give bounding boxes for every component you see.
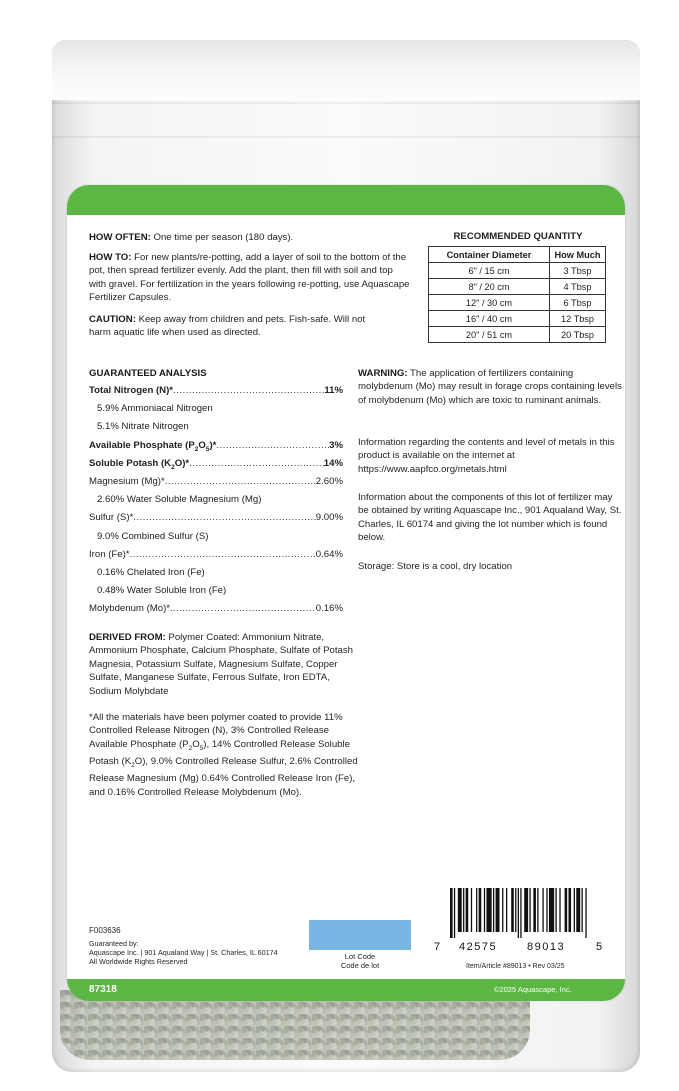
leader-dots bbox=[165, 475, 316, 493]
bag-seal bbox=[52, 40, 640, 100]
caution-text: Keep away from children and pets. Fish-safe. Will not harm aquatic life when used as directed. bbox=[89, 314, 366, 339]
nutrient-name: 2.60% Water Soluble Magnesium (Mg) bbox=[97, 494, 262, 506]
nutrient-value: 9.00% bbox=[315, 512, 343, 524]
barcode-digits-left: 42575 bbox=[459, 941, 498, 953]
barcode-bar bbox=[574, 888, 575, 932]
label-top-bar bbox=[67, 185, 625, 215]
barcode-bar bbox=[458, 888, 462, 932]
how-to-text: For new plants/re-potting, add a layer of soil to the bottom of the pot, then spread fertilizer evenly. Add the plant, then fill with soil and top with gravel. For fertilization in the years following re-potting, use Aquascape Fertilizer Capsules. bbox=[89, 252, 410, 304]
barcode-bar bbox=[506, 888, 507, 932]
table-row bbox=[429, 279, 606, 295]
how-often bbox=[89, 231, 409, 244]
leader-dots bbox=[189, 457, 324, 475]
nutrient-name: Molybdenum (Mo)*. bbox=[89, 603, 173, 615]
copyright: ©2025 Aquascape, Inc. bbox=[494, 985, 572, 994]
analysis-row bbox=[89, 439, 343, 457]
barcode-bar bbox=[511, 888, 514, 932]
lot-code-en: Lot Code bbox=[344, 952, 376, 961]
leader-dots bbox=[173, 602, 316, 620]
barcode-digit-check: 5 bbox=[596, 941, 603, 953]
analysis-row bbox=[89, 493, 343, 511]
form-code: F003636 bbox=[89, 926, 121, 935]
leader-dots bbox=[130, 548, 316, 566]
bag-crinkle bbox=[52, 136, 640, 138]
barcode-bar bbox=[568, 888, 571, 932]
nutrient-value: 14% bbox=[323, 457, 343, 469]
barcode-bar bbox=[549, 888, 554, 932]
warning-text: The application of fertilizers containing molybdenum (Mo) may result in forage crops containing levels of molybdenum (Mo) which are toxic to ruminant animals. bbox=[358, 368, 622, 406]
leader-dots bbox=[173, 384, 324, 402]
barcode-bar bbox=[476, 888, 477, 932]
barcode-bar bbox=[542, 888, 543, 932]
barcode-bar bbox=[520, 888, 521, 938]
analysis-row bbox=[89, 566, 343, 584]
barcode-bar bbox=[585, 888, 586, 938]
barcode-bar bbox=[484, 888, 485, 932]
barcode-digit-leading: 7 bbox=[434, 941, 441, 953]
nutrient-name: Iron (Fe)* bbox=[89, 548, 130, 560]
how-often-label: HOW OFTEN: bbox=[89, 232, 151, 243]
nutrient-value: 0.64% bbox=[315, 548, 343, 560]
nutrient-name: 9.0% Combined Sulfur (S) bbox=[97, 530, 209, 542]
controlled-release-footnote: *All the materials have been polymer coated to provide 11% Controlled Release Nitrogen (N), 3% Controlled Release Available Phosphate $(P_2O_5)$, 14% Controlled Release Soluble Potash $(K_2O)$, 9.0% Controlled Release Sulfur, 2.6% Controlled Release Magnesium (Mg) 0.64% Controlled Release Iron (Fe), and 0.16% Controlled Release Molybdenum (Mo). bbox=[89, 712, 358, 798]
nutrient-name: Sulfur (S)* bbox=[89, 512, 134, 524]
nutrient-value: 0.16% bbox=[315, 603, 343, 615]
guaranteed-analysis-title: GUARANTEED ANALYSIS bbox=[89, 368, 207, 379]
how-much-cell: 12 Tbsp bbox=[550, 311, 606, 327]
lot-code-box bbox=[309, 920, 411, 950]
analysis-row bbox=[89, 602, 343, 620]
barcode-bar bbox=[533, 888, 536, 932]
barcode-bar bbox=[524, 888, 528, 932]
barcode-bar bbox=[559, 888, 560, 932]
analysis-row bbox=[89, 511, 343, 529]
analysis-row bbox=[89, 384, 343, 402]
table-row bbox=[429, 311, 606, 327]
nutrient-name: Available Phosphate $(P_2O_5)*$ bbox=[89, 439, 217, 453]
company-address: Aquascape Inc. | 901 Aqualand Way | St. Charles, IL 60174 bbox=[89, 948, 278, 957]
product-label bbox=[67, 185, 625, 1001]
barcode-bar bbox=[537, 888, 538, 932]
barcode-bar bbox=[502, 888, 503, 932]
guaranteed-by: Guaranteed by: bbox=[89, 939, 139, 948]
barcode-bar bbox=[581, 888, 582, 932]
lot-code-fr: Code de lot bbox=[340, 961, 380, 970]
nutrient-name: Soluble Potash $(K_2O)*$ bbox=[89, 457, 190, 471]
nutrient-value: 3% bbox=[329, 439, 343, 451]
metals-info: Information regarding the contents and level of metals in this product is available on the internet at https://www.aapfco.org/metals.html bbox=[358, 437, 615, 475]
label-bottom-bar bbox=[67, 979, 625, 1001]
analysis-row bbox=[89, 548, 343, 566]
product-number: 87318 bbox=[89, 984, 117, 995]
table-row bbox=[429, 295, 606, 311]
derived-from bbox=[89, 631, 364, 698]
item-article-number: Item/Article #89013 • Rev 03/25 bbox=[466, 963, 565, 970]
nutrient-name: 0.16% Chelated Iron (Fe) bbox=[97, 566, 205, 578]
barcode-bar bbox=[466, 888, 469, 932]
container-diameter-cell: 20" / 51 cm bbox=[429, 327, 550, 343]
barcode-bar bbox=[471, 888, 472, 932]
container-diameter-cell: 8" / 20 cm bbox=[429, 279, 550, 295]
table-row bbox=[429, 263, 606, 279]
barcode-bar bbox=[496, 888, 500, 932]
rights-reserved: All Worldwide Rights Reserved bbox=[89, 957, 188, 966]
guaranteed-analysis-list bbox=[89, 384, 343, 620]
barcode-bar bbox=[529, 888, 530, 932]
how-much-cell: 3 Tbsp bbox=[550, 263, 606, 279]
barcode-bar bbox=[515, 888, 516, 932]
nutrient-name: 5.1% Nitrate Nitrogen bbox=[97, 421, 189, 433]
barcode-bar bbox=[463, 888, 464, 932]
table-header-row bbox=[429, 247, 606, 263]
leader-dots bbox=[216, 439, 329, 457]
container-diameter-cell: 16" / 40 cm bbox=[429, 311, 550, 327]
barcode-digits-right: 89013 bbox=[527, 941, 566, 953]
nutrient-value: 11% bbox=[324, 385, 343, 396]
how-much-cell: 4 Tbsp bbox=[550, 279, 606, 295]
lot-code-label bbox=[309, 952, 411, 970]
barcode-bar bbox=[479, 888, 482, 932]
leader-dots bbox=[133, 511, 316, 529]
analysis-row bbox=[89, 475, 343, 493]
nutrient-name: Total Nitrogen (N)* bbox=[89, 385, 174, 396]
recommended-quantity-table bbox=[428, 246, 606, 343]
recommended-quantity-title: RECOMMENDED QUANTITY bbox=[453, 231, 583, 242]
caution bbox=[89, 313, 389, 340]
nutrient-value: 2.60% bbox=[315, 475, 343, 487]
barcode-bar bbox=[450, 888, 453, 938]
analysis-row bbox=[89, 402, 343, 420]
barcode-bar bbox=[454, 888, 455, 938]
how-often-text: One time per season (180 days). bbox=[150, 232, 294, 243]
container-diameter-cell: 12" / 30 cm bbox=[429, 295, 550, 311]
warning-label: WARNING: bbox=[358, 368, 408, 379]
analysis-row bbox=[89, 457, 343, 475]
analysis-row bbox=[89, 584, 343, 602]
barcode-bar bbox=[486, 888, 491, 932]
storage-note: Storage: Store is a cool, dry location bbox=[358, 561, 513, 572]
analysis-row bbox=[89, 420, 343, 438]
how-to bbox=[89, 251, 411, 305]
table-row bbox=[429, 327, 606, 343]
column-header: How Much bbox=[550, 247, 606, 263]
barcode-bar bbox=[576, 888, 580, 932]
barcode-bar bbox=[518, 888, 519, 938]
analysis-row bbox=[89, 530, 343, 548]
how-much-cell: 6 Tbsp bbox=[550, 295, 606, 311]
how-much-cell: 20 Tbsp bbox=[550, 327, 606, 343]
column-header: Container Diameter bbox=[429, 247, 550, 263]
how-to-label: HOW TO: bbox=[89, 252, 132, 263]
upc-barcode bbox=[450, 888, 588, 938]
derived-from-text: Polymer Coated: Ammonium Nitrate, Ammonium Phosphate, Calcium Phosphate, Sulfate of Potash Magnesia, Potassium Sulfate, Magnesium Sulfate, Copper Sulfate, Manganese Sulfate, Ferrous Sulfate, Iron EDTA, Sodium Molybdate bbox=[89, 632, 353, 697]
container-diameter-cell: 6" / 15 cm bbox=[429, 263, 550, 279]
nutrient-name: Magnesium (Mg)* bbox=[89, 475, 165, 487]
warning bbox=[358, 367, 623, 407]
barcode-bar bbox=[565, 888, 568, 932]
derived-from-label: DERIVED FROM: bbox=[89, 632, 166, 643]
barcode-bar bbox=[493, 888, 494, 932]
nutrient-name: 5.9% Ammoniacal Nitrogen bbox=[97, 403, 213, 415]
lot-info: Information about the components of this lot of fertilizer may be obtained by writing Aquascape Inc., 901 Aqualand Way, St. Charles, IL 60174 and giving the lot number which is found below. bbox=[358, 492, 622, 544]
barcode-bar bbox=[555, 888, 556, 932]
caution-label: CAUTION: bbox=[89, 314, 136, 325]
nutrient-name: 0.48% Water Soluble Iron (Fe) bbox=[97, 585, 227, 597]
bag-crinkle bbox=[52, 102, 640, 104]
guarantor-block bbox=[89, 939, 319, 966]
barcode-bar bbox=[546, 888, 547, 932]
